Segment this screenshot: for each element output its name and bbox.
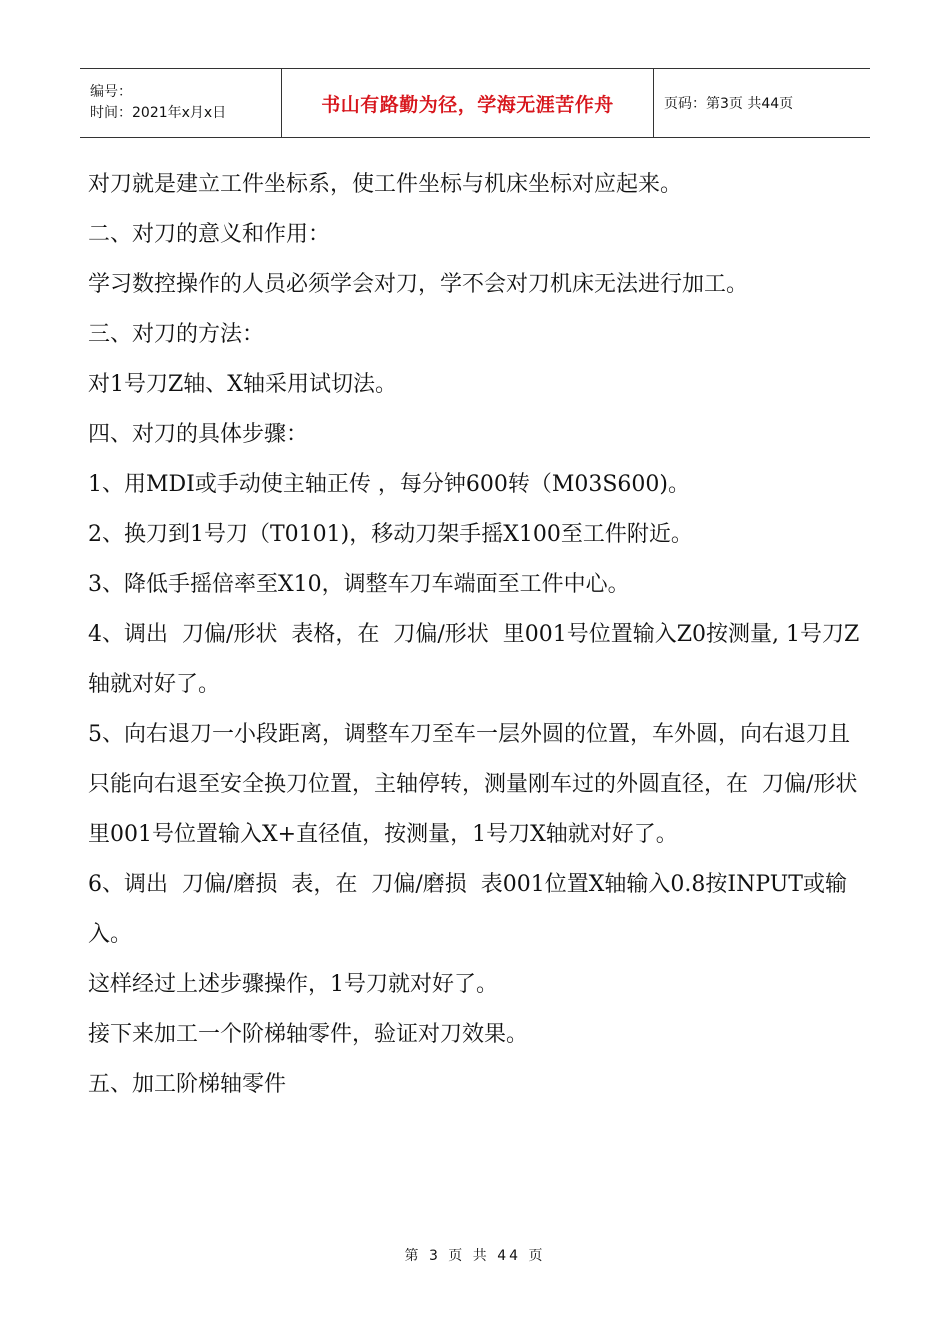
section-heading: 五、加工阶梯轴零件 — [88, 1072, 287, 1097]
header-meta — [80, 69, 282, 137]
section-heading: 三、对刀的方法： — [88, 322, 265, 347]
document-time-label: 时间：2021年x月x日 — [90, 105, 227, 121]
paragraph: 接下来加工一个阶梯轴零件，验证对刀效果。 — [88, 1022, 529, 1047]
paragraph: 对1号刀Z轴、X轴采用试切法。 — [88, 372, 397, 397]
step-item: 2、换刀到1号刀（T0101)，移动刀架手摇X100至工件附近。 — [88, 522, 693, 547]
paragraph: 对刀就是建立工件坐标系，使工件坐标与机床坐标对应起来。 — [88, 172, 683, 197]
step-item: 6、调出 刀偏/磨损 表，在 刀偏/磨损 表001位置X轴输入0.8按INPUT或输入。 — [88, 872, 847, 947]
step-item: 1、用MDI或手动使主轴正传 ，每分钟600转（M03S600)。 — [88, 472, 691, 497]
step-item: 3、降低手摇倍率至X10，调整车刀车端面至工件中心。 — [88, 572, 630, 597]
document-number-label: 编号： — [90, 84, 132, 100]
section-heading: 二、对刀的意义和作用： — [88, 222, 331, 247]
header-motto: 书山有路勤为径，学海无涯苦作舟 — [321, 93, 614, 116]
header-page-cell — [654, 69, 870, 137]
page-footer: 第 3 页 共 44 页 — [404, 1248, 546, 1264]
header-page-info: 页码：第3页 共44页 — [664, 96, 794, 112]
paragraph: 这样经过上述步骤操作，1号刀就对好了。 — [88, 972, 498, 997]
step-item: 5、向右退刀一小段距离，调整车刀至车一层外圆的位置，车外圆，向右退刀且只能向右退至安全换刀位置，主轴停转，测量刚车过的外圆直径，在 刀偏/形状 里001号位置输入X+直径值，按测量，1号刀X轴就对好了。 — [88, 722, 872, 847]
step-item: 4、调出 刀偏/形状 表格，在 刀偏/形状 里001号位置输入Z0按测量, 1号刀Z轴就对好了。 — [88, 622, 860, 697]
paragraph: 学习数控操作的人员必须学会对刀，学不会对刀机床无法进行加工。 — [88, 272, 749, 297]
document-body — [88, 160, 872, 1110]
document-header — [80, 68, 870, 138]
header-motto-cell — [282, 69, 654, 137]
section-heading: 四、对刀的具体步骤： — [88, 422, 309, 447]
